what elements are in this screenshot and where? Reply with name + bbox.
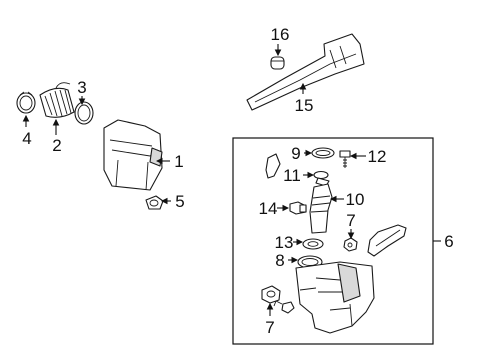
callout-15: 15 [294,96,314,115]
callout-3: 3 [77,78,87,97]
callout-8: 8 [275,251,285,270]
part-7-nut-lower [262,286,280,303]
callout-16: 16 [270,25,290,44]
callout-10: 10 [345,190,365,209]
part-1-air-cleaner [104,120,162,190]
callout-11: 11 [283,166,301,185]
part-4-clamp [17,92,35,113]
part-12-bolt [340,151,350,168]
part-3-clamp [75,102,93,124]
callout-7-lower: 7 [265,318,275,337]
small-hose [266,154,280,178]
part-7-nut-upper [344,238,357,251]
callout-14: 14 [258,199,278,218]
callout-4: 4 [22,129,32,148]
part-16-grommet [271,57,284,69]
callout-12: 12 [367,147,387,166]
part-10-hose [310,184,332,233]
bolt-lower [274,301,294,313]
callout-13: 13 [274,233,294,252]
callout-7-upper: 7 [346,211,356,230]
part-14-sensor [290,202,306,214]
part-2-intake-hose [40,83,74,118]
callout-9: 9 [291,144,301,163]
callout-5: 5 [175,192,185,211]
part-5-clip [146,196,163,209]
part-13-gasket [303,239,323,249]
callout-1: 1 [174,152,184,171]
callout-6: 6 [444,232,454,251]
callout-2: 2 [52,136,62,155]
part-9-clamp [312,148,334,158]
